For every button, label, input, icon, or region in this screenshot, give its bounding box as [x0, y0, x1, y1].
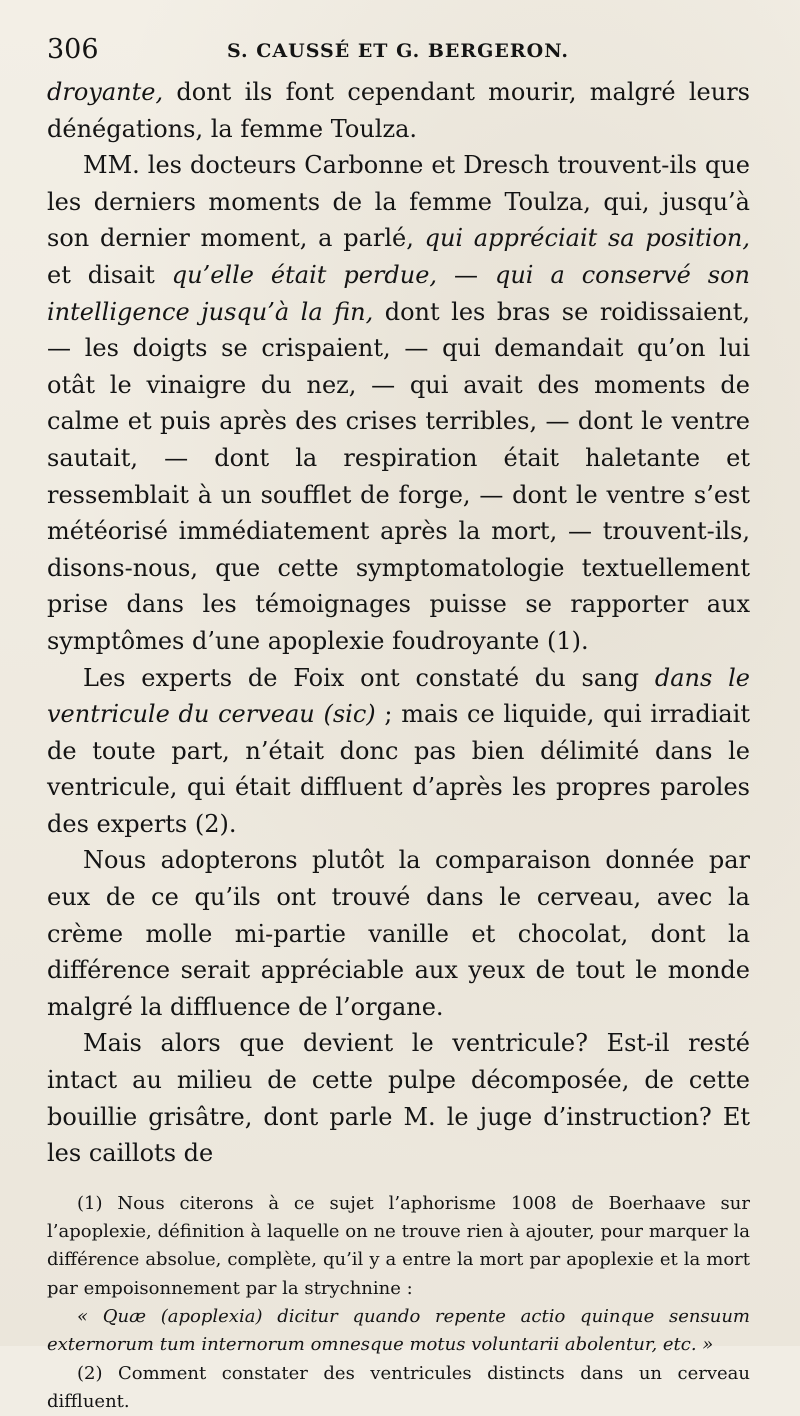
- footnotes: [47, 1190, 750, 1416]
- paragraph-1-italic: droyante,: [47, 78, 164, 106]
- paragraph-5: Mais alors que devient le ventricule? Est-il resté intact au milieu de cette pulpe décomposée, de cette bouillie grisâtre, dont parle M. le juge d’instruction? Et les caillots de: [47, 1029, 750, 1168]
- footnote-1: (1) Nous citerons à ce sujet l’aphorisme 1008 de Boerhaave sur l’apoplexie, définition à laquelle on ne trouve rien à ajouter, pour marquer la différence absolue, complète, qu’il y a entre la mort par apoplexie et la mort par empoisonnement par la strychnine :: [47, 1192, 750, 1299]
- paragraph-2-italic-b: qui appréciait sa position,: [424, 224, 751, 253]
- paragraph-2-text-g: dont les bras se roidissaient, — les doigts se crispaient, — qui demandait qu’on lui otât le vinaigre du nez, — qui avait des moments de calme et puis après des crises terribles, — dont le ventre sautait, — dont la respiration était haletante et ressemblait à un soufflet de forge, — dont le ventre s’est météorisé immédiatement après la mort, — trouvent-ils, disons-nous, que cette symptomatologie textuellement prise dans les témoignages puisse se rapporter aux symptômes d’une apoplexie foudroyante (1).: [47, 297, 751, 655]
- paragraph-4: Nous adopterons plutôt la comparaison donnée par eux de ce qu’ils ont trouvé dans le cerveau, avec la crème molle mi-partie vanille et chocolat, dont la différence serait appréciable aux yeux de tout le monde malgré la diffluence de l’organe.: [47, 846, 750, 1021]
- paragraph-1-text: dont ils font cependant mourir, malgré leurs dénégations, la femme Toulza.: [47, 78, 750, 143]
- paragraph-2: [47, 147, 750, 659]
- paragraph-2-text-e: —: [437, 260, 495, 289]
- paragraph-3: [47, 660, 750, 843]
- paragraph-3-italic-b: dans le ventricule du cerveau (sic): [47, 663, 750, 729]
- footnote-2: (2) Comment constater des ventricules distincts dans un cerveau diffluent.: [47, 1362, 750, 1412]
- paragraph-2-italic-d: qu’elle était perdue,: [171, 260, 438, 289]
- paragraph-2-text-c: et disait: [47, 260, 172, 289]
- running-head: S. CAUSSÉ ET G. BERGERON.: [227, 40, 569, 62]
- page-number: 306: [47, 34, 99, 65]
- paragraph-3-text-a: Les experts de Foix ont constaté du sang: [83, 663, 655, 692]
- page-header: [47, 34, 750, 74]
- paragraph-1: [47, 74, 750, 147]
- paragraph-3-text-c: ; mais ce liquide, qui irradiait de toute part, n’était donc pas bien délimité dans le ventricule, qui était diffluent d’après les propres paroles des experts (2).: [47, 700, 750, 838]
- paragraph-2-text-a: MM. les docteurs Carbonne et Dresch trouvent-ils que les derniers moments de la femme Toulza, qui, jusqu’à son dernier moment, a parlé,: [47, 151, 750, 253]
- footnote-1-quote: « Quæ (apoplexia) dicitur quando repente actio quinque sensuum externorum tum internorum omnesque motus voluntarii abolentur, etc. »: [47, 1306, 750, 1356]
- body-text: [47, 74, 750, 1172]
- paragraph-2-italic-f: qui a conservé son intelligence jusqu’à la fin,: [47, 260, 750, 326]
